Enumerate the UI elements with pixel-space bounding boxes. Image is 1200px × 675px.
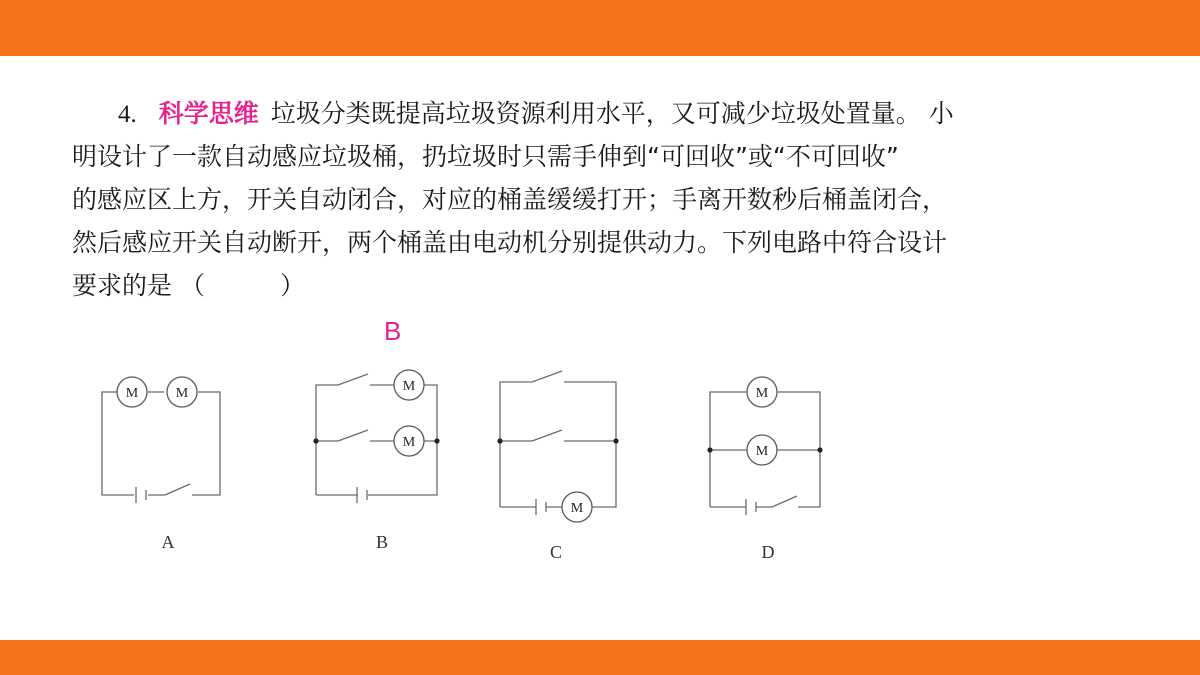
top-orange-band	[0, 0, 1200, 56]
answer-mark: B	[384, 316, 402, 346]
motor-symbol: M	[570, 501, 584, 516]
circuit-d	[707, 377, 822, 562]
bottom-orange-band	[0, 640, 1200, 675]
question-number: 4.	[118, 101, 137, 128]
circuit-a	[102, 377, 220, 552]
question-text-line-1: 垃圾分类既提高垃圾资源利用水平，又可减少垃圾处置量。 小	[270, 99, 954, 128]
option-label-d: D	[761, 542, 775, 562]
question-text-line-4: 然后感应开关自动断开，两个桶盖由电动机分别提供动力。下列电路中符合设计	[72, 228, 948, 257]
question-text-line-3: 的感应区上方，开关自动闭合，对应的桶盖缓缓打开；手离开数秒后桶盖闭合，	[72, 185, 948, 214]
option-label-a: A	[161, 532, 175, 552]
motor-symbol: M	[755, 386, 769, 401]
option-label-b: B	[375, 532, 389, 552]
motor-symbol: M	[402, 435, 416, 450]
question-text-line-2: 明设计了一款自动感应垃圾桶，扔垃圾时只需手伸到“可回收”或“不可回收”	[72, 142, 899, 171]
motor-symbol: M	[175, 386, 189, 401]
circuit-c	[497, 371, 618, 562]
question-tag: 科学思维	[158, 99, 259, 128]
motor-symbol: M	[755, 444, 769, 459]
circuit-diagrams	[0, 360, 1200, 580]
question-text-line-5: 要求的是 （ ）	[72, 271, 305, 300]
circuit-b	[313, 370, 439, 552]
motor-symbol: M	[402, 379, 416, 394]
option-label-c: C	[549, 542, 563, 562]
motor-symbol: M	[125, 386, 139, 401]
question-line-1	[118, 96, 954, 132]
